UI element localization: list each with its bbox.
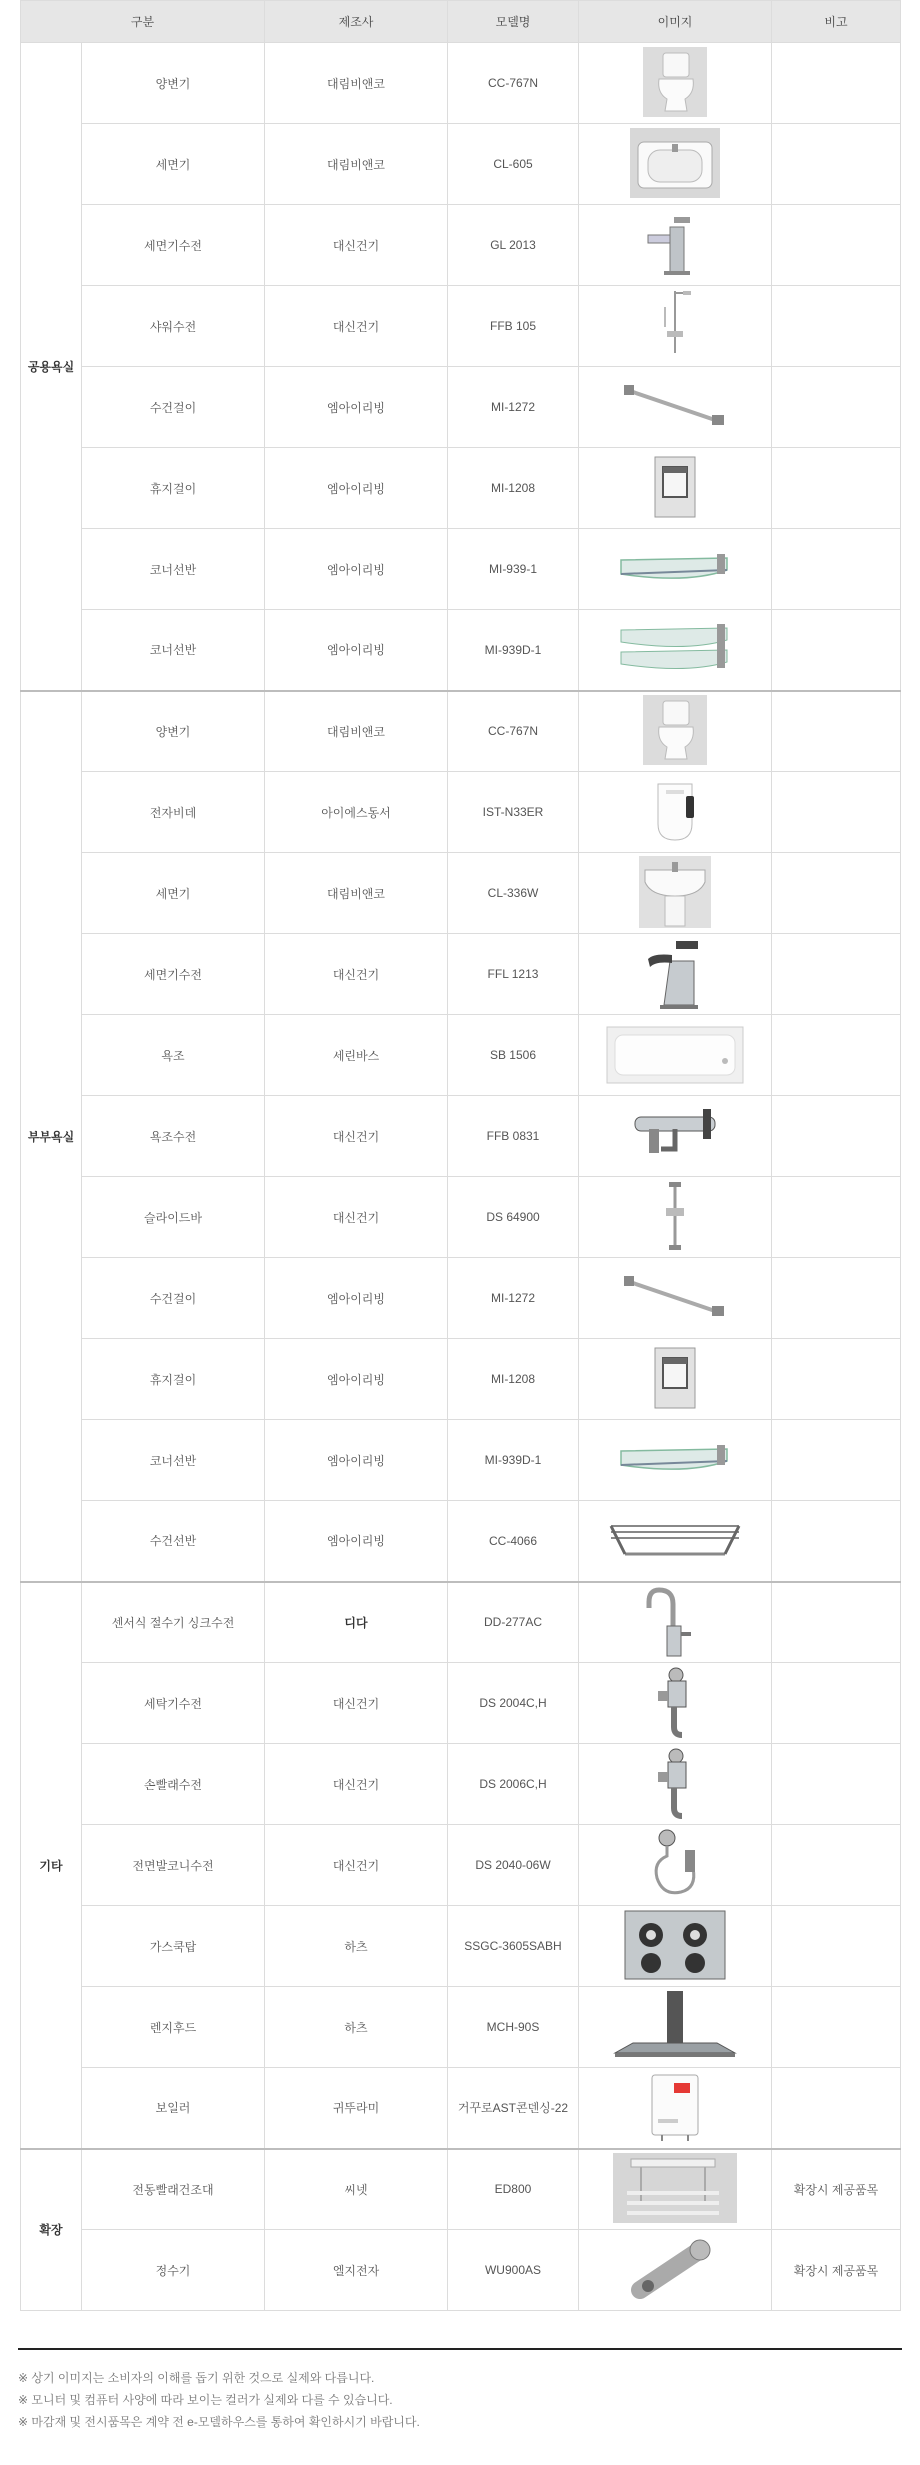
water-purifier-icon xyxy=(579,2236,771,2305)
note-cell xyxy=(772,1096,901,1177)
maker-cell: 하츠 xyxy=(265,1906,448,1987)
model-cell: CL-605 xyxy=(448,124,579,205)
image-cell xyxy=(579,124,772,205)
table-row xyxy=(21,1501,901,1582)
note-cell xyxy=(772,691,901,772)
pedestal-basin-icon xyxy=(579,856,771,931)
image-cell xyxy=(579,367,772,448)
maker-cell: 엠아이리빙 xyxy=(265,1339,448,1420)
model-cell: GL 2013 xyxy=(448,205,579,286)
maker-cell: 엠아이리빙 xyxy=(265,448,448,529)
sink-faucet-icon xyxy=(579,1584,771,1661)
model-cell: MCH-90S xyxy=(448,1987,579,2068)
header-model: 모델명 xyxy=(448,1,579,43)
hose-tap-icon xyxy=(579,1826,771,1905)
wall-tap-icon xyxy=(579,1665,771,1742)
item-cell: 전면발코니수전 xyxy=(82,1825,265,1906)
table-row xyxy=(21,1339,901,1420)
note-cell xyxy=(772,1015,901,1096)
note-cell xyxy=(772,1339,901,1420)
laundry-dryer-icon xyxy=(579,2151,771,2228)
disclaimer-note: ※ 상기 이미지는 소비자의 이해를 돕기 위한 것으로 실제와 다릅니다. xyxy=(18,2371,375,2385)
model-cell: CC-767N xyxy=(448,691,579,772)
image-cell xyxy=(579,691,772,772)
item-cell: 세면기수전 xyxy=(82,934,265,1015)
maker-cell: 대신건기 xyxy=(265,205,448,286)
image-cell xyxy=(579,2068,772,2149)
note-cell xyxy=(772,1258,901,1339)
table-row xyxy=(21,2149,901,2230)
note-cell xyxy=(772,529,901,610)
image-cell xyxy=(579,2149,772,2230)
table-row xyxy=(21,772,901,853)
item-cell: 휴지걸이 xyxy=(82,1339,265,1420)
item-cell: 세면기 xyxy=(82,853,265,934)
model-cell: 거꾸로AST콘덴싱-22 xyxy=(448,2068,579,2149)
note-cell xyxy=(772,772,901,853)
image-cell xyxy=(579,772,772,853)
note-cell: 확장시 제공품목 xyxy=(772,2149,901,2230)
model-cell: MI-939-1 xyxy=(448,529,579,610)
image-cell xyxy=(579,610,772,691)
maker-cell: 하츠 xyxy=(265,1987,448,2068)
item-cell: 수건걸이 xyxy=(82,367,265,448)
header-category: 구분 xyxy=(21,1,265,43)
note-cell xyxy=(772,1501,901,1582)
note-cell xyxy=(772,286,901,367)
image-cell xyxy=(579,529,772,610)
item-cell: 전동빨래건조대 xyxy=(82,2149,265,2230)
paper-holder-icon xyxy=(579,455,771,522)
table-row xyxy=(21,1096,901,1177)
table-row xyxy=(21,2068,901,2149)
corner-shelf-icon xyxy=(579,1435,771,1486)
note-cell xyxy=(772,853,901,934)
image-cell xyxy=(579,1987,772,2068)
item-cell: 세면기 xyxy=(82,124,265,205)
image-cell xyxy=(579,1339,772,1420)
maker-cell: 세린바스 xyxy=(265,1015,448,1096)
model-cell: CC-767N xyxy=(448,43,579,124)
model-cell: MI-939D-1 xyxy=(448,1420,579,1501)
table-row xyxy=(21,1744,901,1825)
finishing-spec-table xyxy=(20,0,901,2311)
model-cell: MI-1272 xyxy=(448,1258,579,1339)
note-cell xyxy=(772,1420,901,1501)
item-cell: 손빨래수전 xyxy=(82,1744,265,1825)
table-row xyxy=(21,1906,901,1987)
model-cell: DS 2040-06W xyxy=(448,1825,579,1906)
model-cell: FFB 0831 xyxy=(448,1096,579,1177)
towel-bar-icon xyxy=(579,1272,771,1325)
table-row xyxy=(21,529,901,610)
paper-holder-icon xyxy=(579,1346,771,1413)
image-cell xyxy=(579,1258,772,1339)
item-cell: 코너선반 xyxy=(82,1420,265,1501)
maker-cell: 대신건기 xyxy=(265,1096,448,1177)
image-cell xyxy=(579,1906,772,1987)
shower-column-icon xyxy=(579,287,771,366)
spec-table-wrap xyxy=(20,0,900,2311)
note-cell xyxy=(772,448,901,529)
category-cell: 확장 xyxy=(21,2149,82,2311)
item-cell: 보일러 xyxy=(82,2068,265,2149)
maker-cell: 대림비앤코 xyxy=(265,691,448,772)
model-cell: IST-N33ER xyxy=(448,772,579,853)
bath-faucet-icon xyxy=(579,1099,771,1174)
image-cell xyxy=(579,1420,772,1501)
note-cell xyxy=(772,124,901,205)
image-cell xyxy=(579,205,772,286)
maker-cell: 엘지전자 xyxy=(265,2230,448,2311)
boiler-icon xyxy=(579,2069,771,2146)
table-row xyxy=(21,124,901,205)
table-row xyxy=(21,367,901,448)
model-cell: ED800 xyxy=(448,2149,579,2230)
item-cell: 양변기 xyxy=(82,43,265,124)
note-cell xyxy=(772,1987,901,2068)
maker-cell: 엠아이리빙 xyxy=(265,529,448,610)
image-cell xyxy=(579,1501,772,1582)
image-cell xyxy=(579,1177,772,1258)
maker-cell: 대신건기 xyxy=(265,1177,448,1258)
waterfall-faucet-icon xyxy=(579,935,771,1014)
item-cell: 정수기 xyxy=(82,2230,265,2311)
header-maker: 제조사 xyxy=(265,1,448,43)
table-row xyxy=(21,1663,901,1744)
model-cell: DS 64900 xyxy=(448,1177,579,1258)
maker-cell: 대림비앤코 xyxy=(265,853,448,934)
note-cell xyxy=(772,934,901,1015)
table-row xyxy=(21,448,901,529)
model-cell: FFB 105 xyxy=(448,286,579,367)
item-cell: 렌지후드 xyxy=(82,1987,265,2068)
model-cell: DS 2006C,H xyxy=(448,1744,579,1825)
model-cell: MI-1208 xyxy=(448,448,579,529)
note-cell xyxy=(772,1906,901,1987)
model-cell: MI-939D-1 xyxy=(448,610,579,691)
item-cell: 코너선반 xyxy=(82,529,265,610)
table-body xyxy=(21,43,901,2311)
table-row xyxy=(21,2230,901,2311)
maker-cell: 대신건기 xyxy=(265,1825,448,1906)
note-cell xyxy=(772,43,901,124)
maker-cell: 대신건기 xyxy=(265,1663,448,1744)
item-cell: 욕조 xyxy=(82,1015,265,1096)
item-cell: 양변기 xyxy=(82,691,265,772)
model-cell: FFL 1213 xyxy=(448,934,579,1015)
washbasin-icon xyxy=(579,128,771,201)
category-cell: 부부욕실 xyxy=(21,691,82,1582)
header-note: 비고 xyxy=(772,1,901,43)
model-cell: CL-336W xyxy=(448,853,579,934)
table-row xyxy=(21,1825,901,1906)
item-cell: 수건걸이 xyxy=(82,1258,265,1339)
maker-cell: 엠아이리빙 xyxy=(265,1420,448,1501)
corner-shelf-icon xyxy=(579,544,771,595)
category-cell: 기타 xyxy=(21,1582,82,2149)
image-cell xyxy=(579,1744,772,1825)
bathtub-icon xyxy=(579,1021,771,1090)
note-cell xyxy=(772,1177,901,1258)
note-cell xyxy=(772,2068,901,2149)
table-row xyxy=(21,853,901,934)
table-row xyxy=(21,1987,901,2068)
table-row xyxy=(21,1420,901,1501)
model-cell: WU900AS xyxy=(448,2230,579,2311)
model-cell: MI-1272 xyxy=(448,367,579,448)
corner-shelf-double-icon xyxy=(579,618,771,681)
model-cell: DD-277AC xyxy=(448,1582,579,1663)
towel-bar-icon xyxy=(579,381,771,434)
wall-tap-icon xyxy=(579,1746,771,1823)
image-cell xyxy=(579,448,772,529)
item-cell: 전자비데 xyxy=(82,772,265,853)
note-cell xyxy=(772,610,901,691)
item-cell: 슬라이드바 xyxy=(82,1177,265,1258)
table-row xyxy=(21,205,901,286)
table-row xyxy=(21,1015,901,1096)
maker-cell: 엠아이리빙 xyxy=(265,1258,448,1339)
gas-cooktop-icon xyxy=(579,1909,771,1984)
disclaimer-notes xyxy=(18,2348,902,2433)
table-row xyxy=(21,934,901,1015)
image-cell xyxy=(579,1015,772,1096)
maker-cell: 아이에스동서 xyxy=(265,772,448,853)
item-cell: 샤워수전 xyxy=(82,286,265,367)
item-cell: 가스쿡탑 xyxy=(82,1906,265,1987)
table-row xyxy=(21,610,901,691)
note-cell xyxy=(772,1744,901,1825)
note-cell: 확장시 제공품목 xyxy=(772,2230,901,2311)
table-row xyxy=(21,286,901,367)
note-cell xyxy=(772,1825,901,1906)
model-cell: CC-4066 xyxy=(448,1501,579,1582)
maker-cell: 대신건기 xyxy=(265,934,448,1015)
model-cell: DS 2004C,H xyxy=(448,1663,579,1744)
table-row xyxy=(21,691,901,772)
table-row xyxy=(21,43,901,124)
maker-cell: 대신건기 xyxy=(265,286,448,367)
table-row xyxy=(21,1582,901,1663)
item-cell: 욕조수전 xyxy=(82,1096,265,1177)
image-cell xyxy=(579,1582,772,1663)
note-cell xyxy=(772,205,901,286)
note-cell xyxy=(772,1582,901,1663)
item-cell: 수건선반 xyxy=(82,1501,265,1582)
maker-cell: 대림비앤코 xyxy=(265,43,448,124)
disclaimer-note: ※ 마감재 및 전시품목은 계약 전 e-모델하우스를 통하여 확인하시기 바랍니다. xyxy=(18,2415,420,2429)
item-cell: 세면기수전 xyxy=(82,205,265,286)
table-row xyxy=(21,1177,901,1258)
table-row xyxy=(21,1258,901,1339)
bidet-icon xyxy=(579,776,771,849)
image-cell xyxy=(579,1663,772,1744)
maker-cell: 디다 xyxy=(265,1582,448,1663)
image-cell xyxy=(579,853,772,934)
maker-cell: 엠아이리빙 xyxy=(265,610,448,691)
toilet-icon xyxy=(579,47,771,120)
image-cell xyxy=(579,43,772,124)
range-hood-icon xyxy=(579,1989,771,2066)
image-cell xyxy=(579,1096,772,1177)
maker-cell: 씨넷 xyxy=(265,2149,448,2230)
image-cell xyxy=(579,934,772,1015)
category-cell: 공용욕실 xyxy=(21,43,82,691)
item-cell: 코너선반 xyxy=(82,610,265,691)
maker-cell: 귀뚜라미 xyxy=(265,2068,448,2149)
towel-shelf-icon xyxy=(579,1512,771,1569)
model-cell: SSGC-3605SABH xyxy=(448,1906,579,1987)
header-image: 이미지 xyxy=(579,1,772,43)
maker-cell: 엠아이리빙 xyxy=(265,1501,448,1582)
image-cell xyxy=(579,2230,772,2311)
note-cell xyxy=(772,367,901,448)
model-cell: SB 1506 xyxy=(448,1015,579,1096)
item-cell: 세탁기수전 xyxy=(82,1663,265,1744)
maker-cell: 엠아이리빙 xyxy=(265,367,448,448)
item-cell: 센서식 절수기 싱크수전 xyxy=(82,1582,265,1663)
table-header-row xyxy=(21,1,901,43)
note-cell xyxy=(772,1663,901,1744)
slide-bar-icon xyxy=(579,1178,771,1257)
image-cell xyxy=(579,1825,772,1906)
toilet-icon xyxy=(579,695,771,768)
model-cell: MI-1208 xyxy=(448,1339,579,1420)
maker-cell: 대림비앤코 xyxy=(265,124,448,205)
maker-cell: 대신건기 xyxy=(265,1744,448,1825)
disclaimer-note: ※ 모니터 및 컴퓨터 사양에 따라 보이는 컬러가 실제와 다를 수 있습니다. xyxy=(18,2393,393,2407)
image-cell xyxy=(579,286,772,367)
basin-faucet-icon xyxy=(579,209,771,282)
item-cell: 휴지걸이 xyxy=(82,448,265,529)
